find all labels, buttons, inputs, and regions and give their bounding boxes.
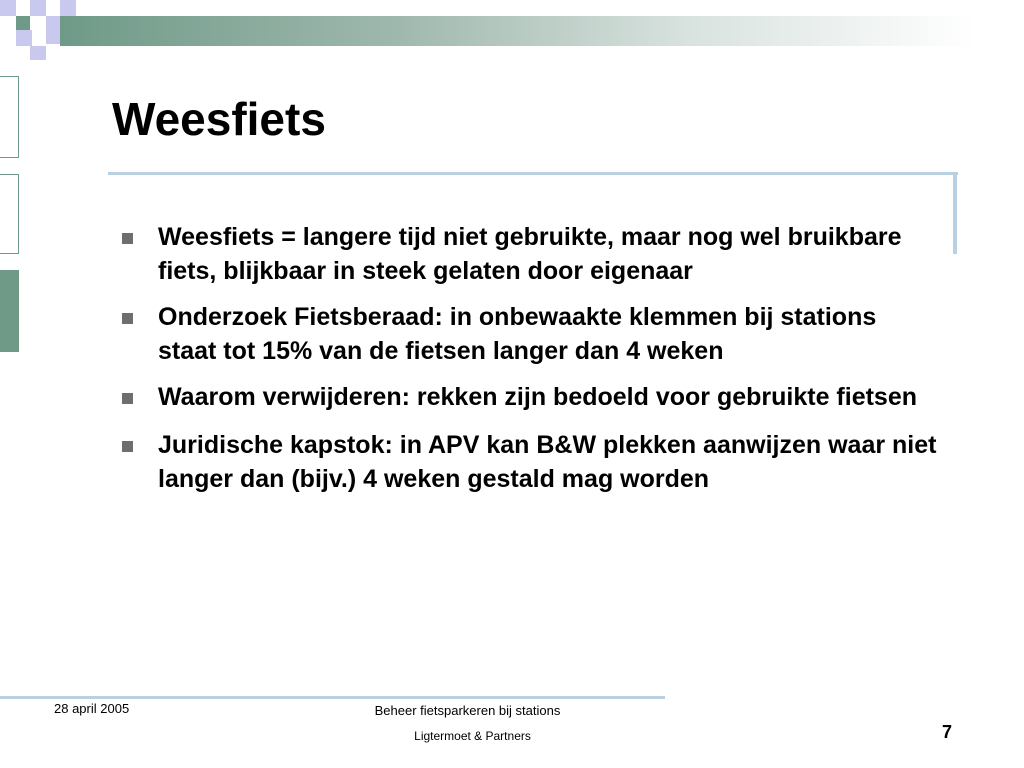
title-divider (108, 172, 958, 175)
bullet-text: Onderzoek Fietsberaad: in onbewaakte klemmen bij stations staat tot 15% van de fietsen langer dan 4 weken (158, 303, 877, 365)
side-deco-box (0, 174, 19, 254)
deco-square (16, 30, 32, 46)
bullet-item (118, 380, 938, 414)
square-bullet-icon (122, 313, 133, 324)
deco-square (46, 30, 60, 44)
side-deco-box (0, 76, 19, 158)
bullet-text: Juridische kapstok: in APV kan B&W plekken aanwijzen waar niet langer dan (bijv.) 4 weken gestald mag worden (158, 431, 937, 493)
header-gradient-band (60, 16, 1024, 46)
bullet-text: Waarom verwijderen: rekken zijn bedoeld voor gebruikte fietsen (158, 383, 917, 411)
footer-company: Ligtermoet & Partners (414, 729, 531, 743)
bullet-list (118, 220, 938, 508)
square-bullet-icon (122, 393, 133, 404)
footer-date: 28 april 2005 (54, 701, 130, 716)
bullet-item (118, 428, 938, 496)
square-bullet-icon (122, 233, 133, 244)
deco-square (46, 16, 60, 30)
slide-title: Weesfiets (112, 93, 326, 145)
title-divider-vertical (953, 172, 957, 254)
deco-square (0, 0, 16, 16)
bullet-text: Weesfiets = langere tijd niet gebruikte, maar nog wel bruikbare fiets, blijkbaar in steek gelaten door eigenaar (158, 223, 902, 285)
bullet-item (118, 220, 938, 288)
square-bullet-icon (122, 441, 133, 452)
side-deco-box-filled (0, 270, 19, 352)
page-number: 7 (942, 722, 953, 742)
footer-presentation-title: Beheer fietsparkeren bij stations (374, 703, 561, 718)
deco-square (30, 0, 46, 16)
deco-square (60, 0, 76, 16)
footer-divider (0, 696, 665, 699)
bullet-item (118, 300, 938, 368)
deco-square (30, 46, 46, 60)
deco-square (16, 16, 30, 30)
